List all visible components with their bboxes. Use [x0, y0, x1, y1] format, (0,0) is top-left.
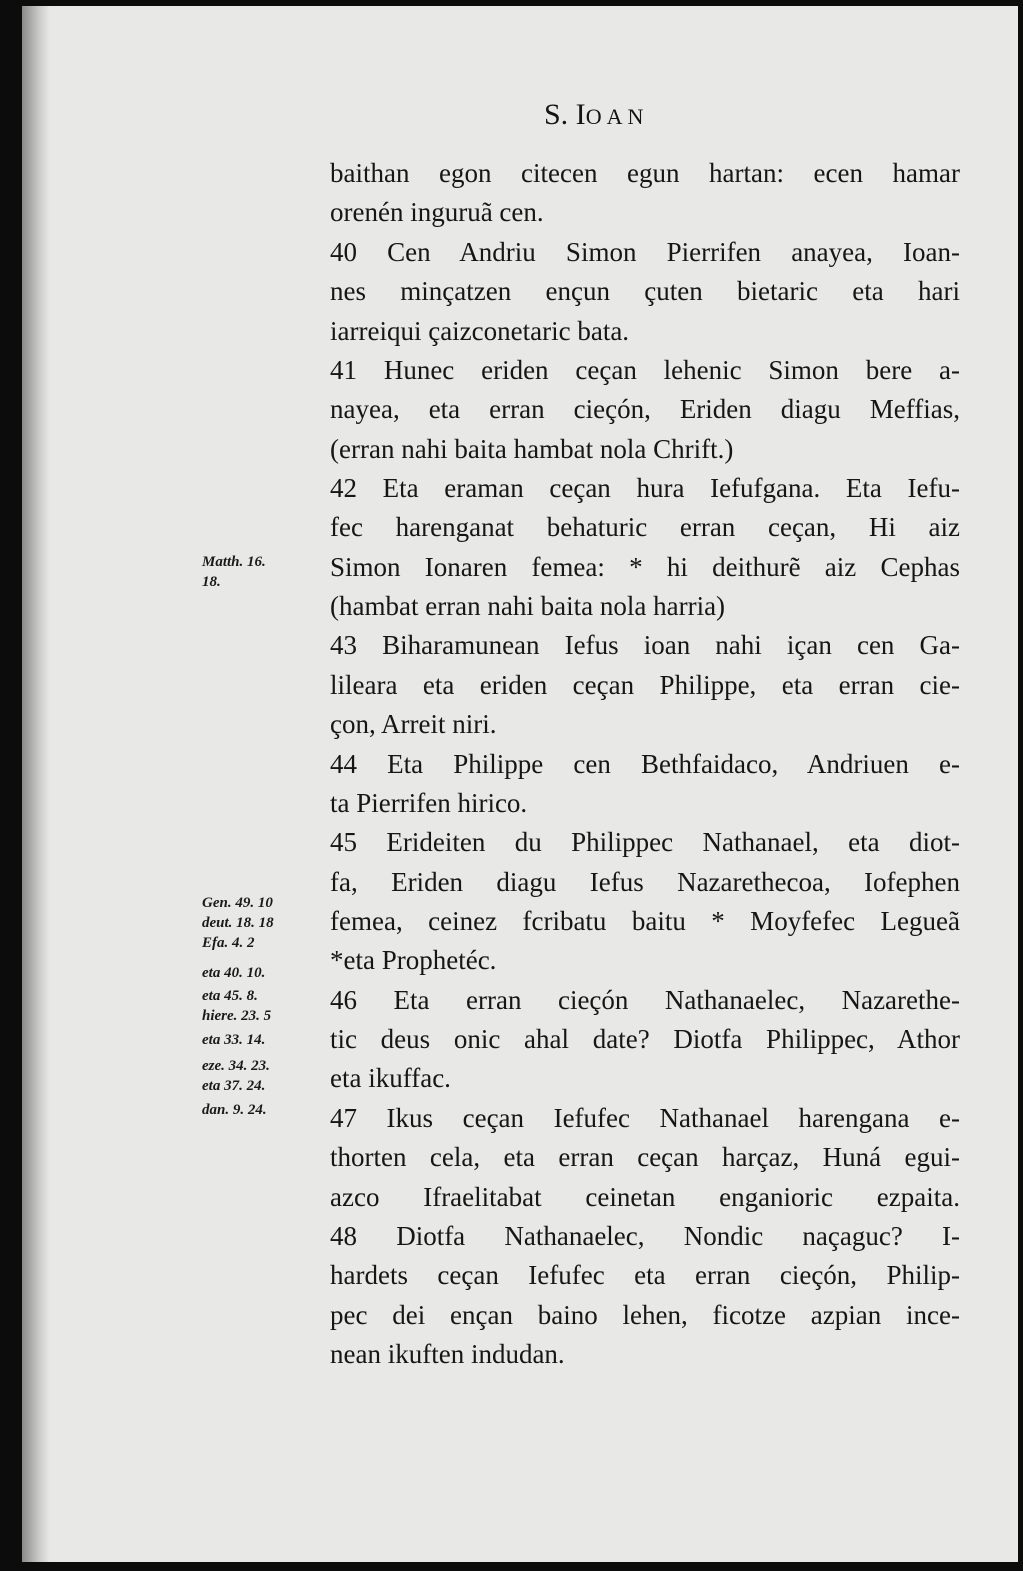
margin-note: dan. 9. 24.: [202, 1102, 267, 1118]
text-line: eta ikuffac.: [330, 1063, 451, 1093]
book-page: [22, 6, 1018, 1562]
text-line: 40 Cen Andriu Simon Pierrifen anayea, Ioan-: [330, 237, 960, 267]
margin-note: eta 33. 14.: [202, 1032, 266, 1048]
text-line: *eta Prophetéc.: [330, 945, 497, 975]
text-line: lileara eta eriden ceçan Philippe, eta erran cie-: [330, 670, 960, 700]
text-line: tic deus onic ahal date? Diotfa Philippec, Athor: [330, 1024, 960, 1054]
text-line: ta Pierrifen hirico.: [330, 788, 528, 818]
text-line: hardets ceçan Iefufec eta erran cieçón, Philip-: [330, 1260, 960, 1290]
text-line: (hambat erran nahi baita nola harria): [330, 591, 726, 621]
text-line: pec dei ençan baino lehen, ficotze azpian ince-: [330, 1300, 960, 1330]
margin-note: eta 45. 8.: [202, 988, 258, 1004]
text-line: iarreiqui çaizconetaric bata.: [330, 316, 630, 346]
margin-note: deut. 18. 18: [202, 915, 274, 931]
text-line: nes minçatzen ençun çuten bietaric eta hari: [330, 276, 960, 306]
text-line: 43 Biharamunean Iefus ioan nahi içan cen Ga-: [330, 630, 960, 660]
margin-note: eta 40. 10.: [202, 965, 266, 981]
text-line: nean ikuften indudan.: [330, 1339, 565, 1369]
margin-note: eze. 34. 23.: [202, 1058, 270, 1074]
text-line: çon, Arreit niri.: [330, 709, 497, 739]
text-line: 47 Ikus ceçan Iefufec Nathanael harengana e-: [330, 1103, 960, 1133]
text-line: 48 Diotfa Nathanaelec, Nondic naçaguc? I-: [330, 1221, 960, 1251]
text-line: femea, ceinez fcribatu baitu * Moyfefec Legueã: [330, 906, 960, 936]
text-line: 42 Eta eraman ceçan hura Iefufgana. Eta Iefu-: [330, 473, 960, 503]
text-line: 44 Eta Philippe cen Bethfaidaco, Andriuen e-: [330, 749, 960, 779]
text-line: azco Ifraelitabat ceinetan enganioric ezpaita.: [330, 1182, 960, 1212]
margin-note: hiere. 23. 5: [202, 1008, 272, 1024]
margin-note: eta 37. 24.: [202, 1078, 266, 1094]
margin-note: Efa. 4. 2: [202, 935, 255, 951]
text-line: orenén inguruã cen.: [330, 197, 544, 227]
text-line: (erran nahi baita hambat nola Chrift.): [330, 434, 734, 464]
margin-note: 18.: [202, 574, 221, 590]
running-head: [544, 98, 648, 132]
running-head-rest: OAN: [585, 104, 649, 129]
margin-note: Gen. 49. 10: [202, 895, 273, 911]
text-line: baithan egon citecen egun hartan: ecen hamar: [330, 158, 960, 188]
text-line: fec harenganat behaturic erran ceçan, Hi aiz: [330, 512, 960, 542]
running-head-initial: S. I: [544, 98, 586, 131]
text-line: 41 Hunec eriden ceçan lehenic Simon bere a-: [330, 355, 960, 385]
margin-note: Matth. 16.: [202, 554, 266, 570]
text-line: 45 Erideiten du Philippec Nathanael, eta diot-: [330, 827, 960, 857]
text-line: Simon Ionaren femea: * hi deithurẽ aiz Cephas: [330, 552, 960, 582]
text-line: fa, Eriden diagu Iefus Nazarethecoa, Iofephen: [330, 867, 960, 897]
text-line: 46 Eta erran cieçón Nathanaelec, Nazarethe-: [330, 985, 960, 1015]
text-line: thorten cela, eta erran ceçan harçaz, Huná egui-: [330, 1142, 960, 1172]
text-line: nayea, eta erran cieçón, Eriden diagu Meffias,: [330, 394, 960, 424]
